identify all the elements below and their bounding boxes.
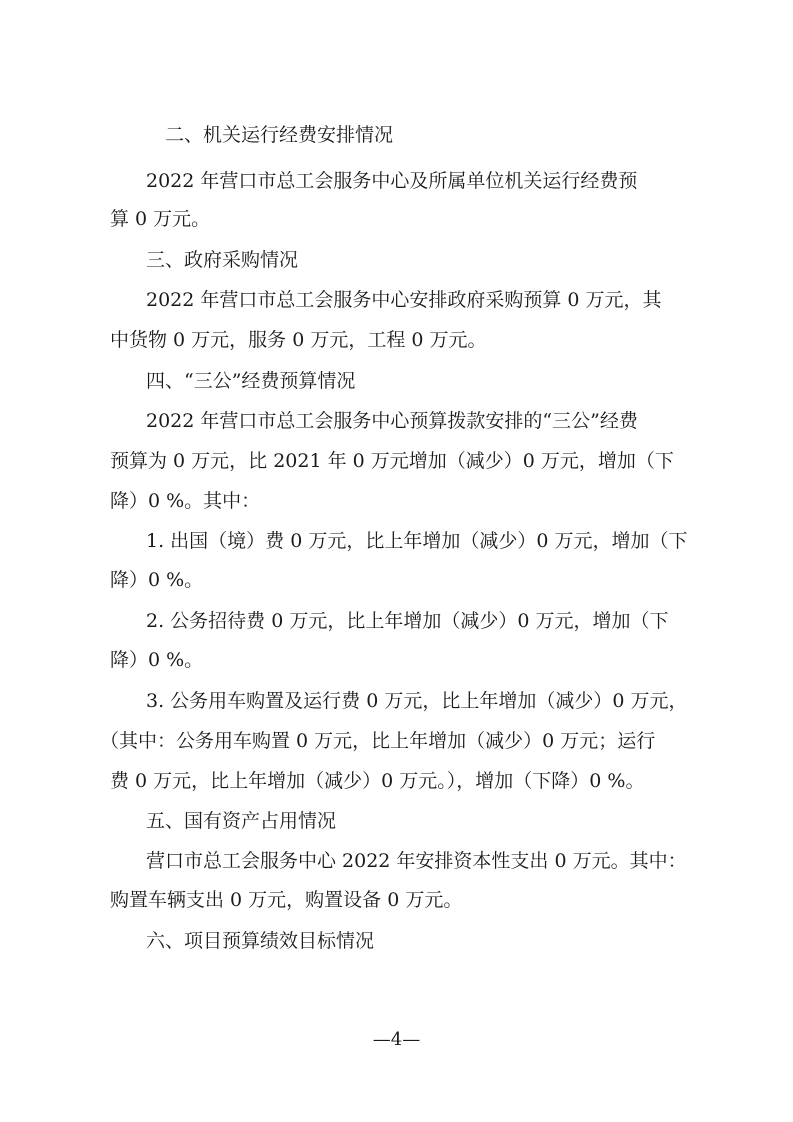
list-item-line: 降）0 %。 <box>110 649 204 671</box>
paragraph-line: 预算为 0 万元，比 2021 年 0 万元增加（减少）0 万元，增加（下 <box>110 450 674 472</box>
paragraph-line: 购置车辆支出 0 万元，购置设备 0 万元。 <box>110 889 463 911</box>
section-heading-state-assets: 五、国有资产占用情况 <box>146 810 337 832</box>
list-item-line: 3. 公务用车购置及运行费 0 万元，比上年增加（减少）0 万元， <box>146 690 688 712</box>
section-heading-three-public: 四、“三公”经费预算情况 <box>146 370 356 392</box>
section-heading-office-funds: 二、机关运行经费安排情况 <box>165 124 394 146</box>
paragraph-line: 算 0 万元。 <box>110 208 211 230</box>
list-item-line: 降）0 %。 <box>110 569 204 591</box>
paragraph-line: 2022 年营口市总工会服务中心安排政府采购预算 0 万元，其 <box>146 289 662 311</box>
list-item-line: 1. 出国（境）费 0 万元，比上年增加（减少）0 万元，增加（下 <box>146 530 688 552</box>
paragraph-line: 营口市总工会服务中心 2022 年安排资本性支出 0 万元。其中： <box>146 850 687 872</box>
paragraph-line: 降）0 %。其中： <box>110 490 261 512</box>
list-item-line: （其中：公务用车购置 0 万元，比上年增加（减少）0 万元；运行 <box>100 730 656 752</box>
paragraph-line: 2022 年营口市总工会服务中心及所属单位机关运行经费预 <box>146 170 638 192</box>
paragraph-line: 中货物 0 万元，服务 0 万元，工程 0 万元。 <box>110 329 487 351</box>
list-item-line: 2. 公务招待费 0 万元，比上年增加（减少）0 万元，增加（下 <box>146 610 669 632</box>
paragraph-line: 2022 年营口市总工会服务中心预算拨款安排的“三公”经费 <box>146 410 638 432</box>
section-heading-procurement: 三、政府采购情况 <box>146 249 299 271</box>
section-heading-performance-goals: 六、项目预算绩效目标情况 <box>146 930 375 952</box>
list-item-line: 费 0 万元，比上年增加（减少）0 万元。），增加（下降）0 %。 <box>110 770 645 792</box>
page-number: —4— <box>372 1029 421 1050</box>
